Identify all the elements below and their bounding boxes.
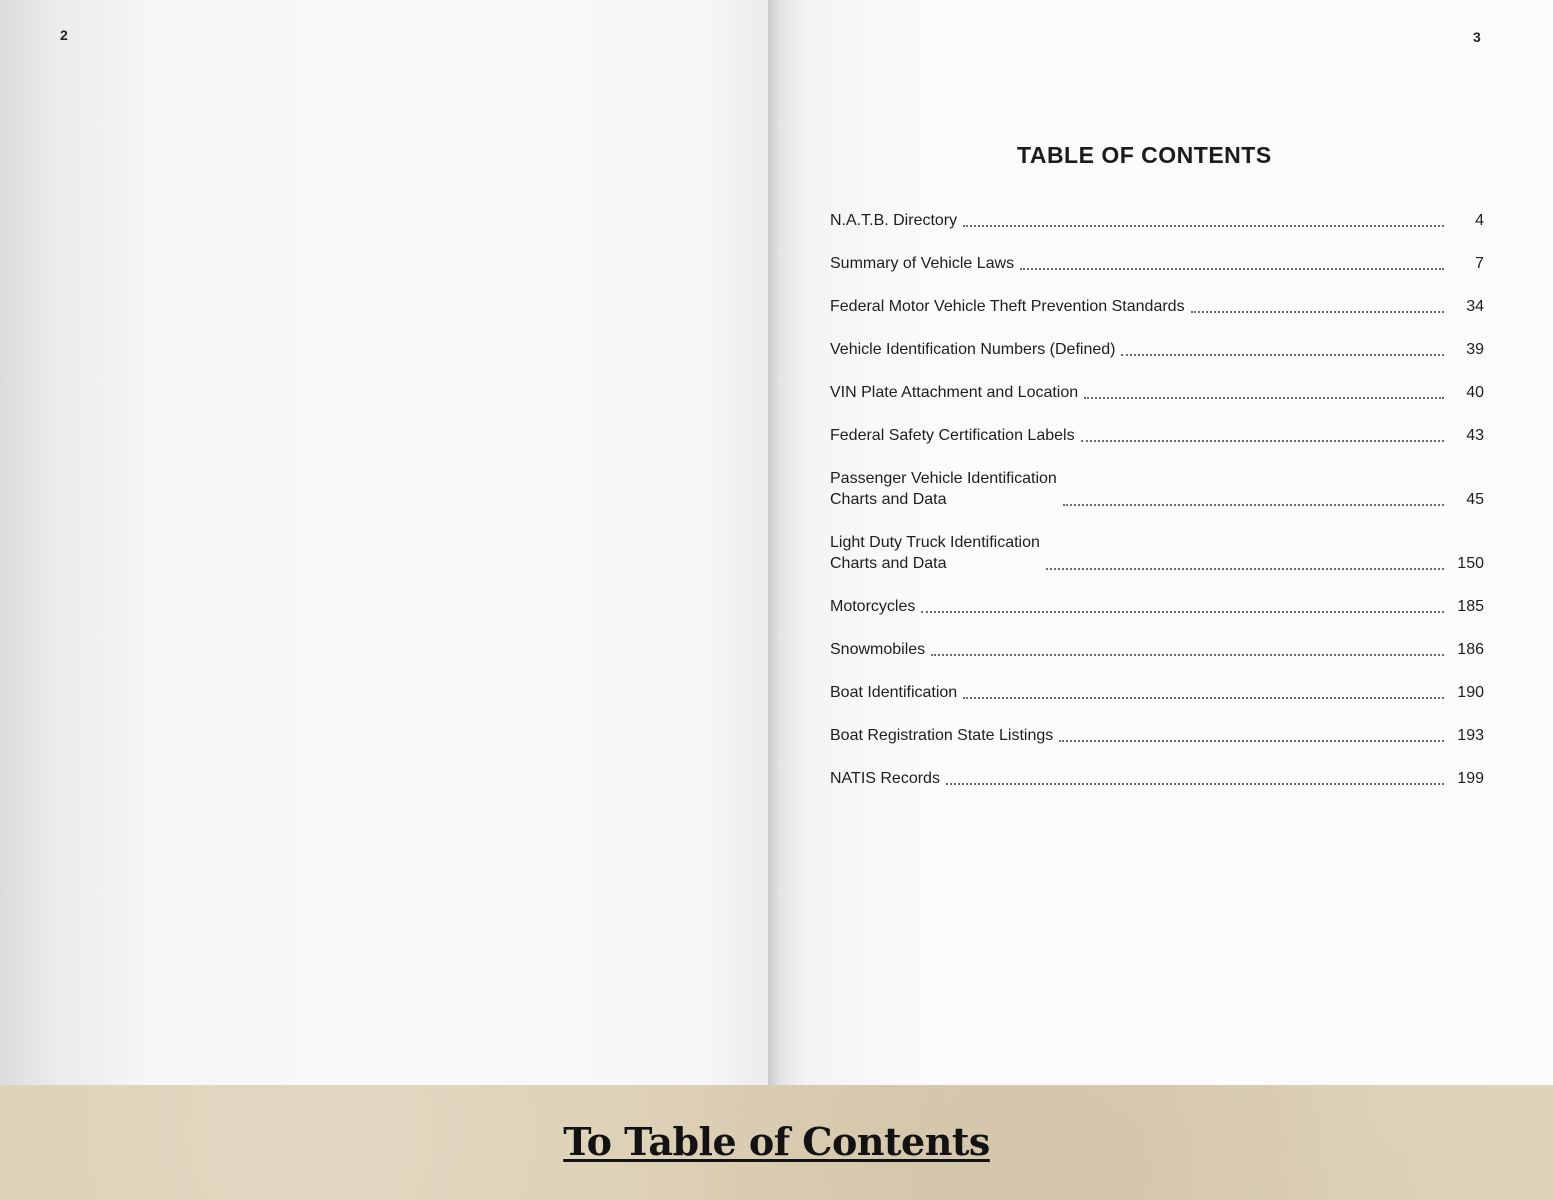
toc-entry: [830, 425, 1484, 446]
toc-entry: [830, 382, 1484, 403]
toc-entry-text: VIN Plate Attachment and Location: [830, 384, 1079, 401]
toc-entry-label: [830, 253, 1014, 274]
toc-entry-text: Federal Motor Vehicle Theft Prevention Standards: [830, 298, 1185, 315]
toc-entry-label: [830, 468, 1057, 510]
toc-page-number: 199: [1457, 770, 1484, 787]
toc-page-number: 193: [1457, 727, 1484, 744]
toc-entry-label: [830, 382, 1078, 403]
toc-list: [830, 210, 1484, 811]
toc-title: TABLE OF CONTENTS: [1017, 142, 1272, 168]
toc-entry: [830, 725, 1484, 746]
toc-page-number: 4: [1475, 212, 1484, 229]
toc-entry: [830, 253, 1484, 274]
dot-leader: [1046, 567, 1444, 570]
toc-entry-label: [830, 596, 915, 617]
dot-leader: [921, 610, 1444, 613]
dot-leader: [963, 224, 1444, 227]
left-page-number: 2: [60, 27, 68, 43]
toc-entry: [830, 639, 1484, 660]
toc-page-number: 45: [1466, 491, 1484, 508]
toc-entry-label: [830, 768, 940, 789]
dot-leader: [1191, 310, 1444, 313]
toc-page-number: 186: [1457, 641, 1484, 658]
dot-leader: [1081, 439, 1444, 442]
dot-leader: [1084, 396, 1444, 399]
toc-entry-text: Passenger Vehicle Identification: [830, 470, 1057, 487]
toc-entry: [830, 682, 1484, 703]
toc-page-number: 39: [1466, 341, 1484, 358]
toc-entry-text: Boat Registration State Listings: [830, 727, 1054, 744]
toc-entry-text: Light Duty Truck Identification: [830, 534, 1040, 551]
dot-leader: [1121, 353, 1444, 356]
toc-entry-label: [830, 532, 1040, 574]
toc-entry-text: Motorcycles: [830, 598, 916, 615]
footer-bar: [0, 1085, 1553, 1200]
toc-entry-text: Charts and Data: [830, 491, 947, 508]
toc-page-number: 150: [1457, 555, 1484, 572]
toc-entry: [830, 468, 1484, 510]
toc-page-number: 190: [1457, 684, 1484, 701]
dot-leader: [1063, 503, 1444, 506]
toc-entry-label: [830, 339, 1115, 360]
toc-entry-label: [830, 425, 1075, 446]
toc-entry-label: [830, 210, 957, 231]
toc-entry-label: [830, 725, 1053, 746]
toc-entry-text: Vehicle Identification Numbers (Defined): [830, 341, 1116, 358]
toc-page-number: 40: [1466, 384, 1484, 401]
toc-entry-text: Federal Safety Certification Labels: [830, 427, 1075, 444]
toc-page-number: 34: [1466, 298, 1484, 315]
toc-entry-label: [830, 682, 957, 703]
toc-entry: [830, 210, 1484, 231]
toc-page-number: 43: [1466, 427, 1484, 444]
left-page: [0, 0, 768, 1085]
toc-entry: [830, 339, 1484, 360]
dot-leader: [931, 653, 1444, 656]
toc-entry: [830, 596, 1484, 617]
toc-entry-label: [830, 639, 925, 660]
dot-leader: [946, 782, 1444, 785]
dot-leader: [1020, 267, 1444, 270]
table-of-contents-link[interactable]: To Table of Contents: [563, 1119, 990, 1164]
toc-entry-text: Snowmobiles: [830, 641, 926, 658]
toc-entry-text: NATIS Records: [830, 770, 940, 787]
dot-leader: [963, 696, 1444, 699]
toc-entry-text: Boat Identification: [830, 684, 958, 701]
toc-entry-text: N.A.T.B. Directory: [830, 212, 958, 229]
toc-page-number: 185: [1457, 598, 1484, 615]
toc-entry-text: Charts and Data: [830, 555, 947, 572]
toc-entry: [830, 296, 1484, 317]
toc-page-number: 7: [1475, 255, 1484, 272]
toc-entry-label: [830, 296, 1185, 317]
right-page-number: 3: [1473, 29, 1481, 45]
right-page: [768, 0, 1553, 1085]
toc-entry-text: Summary of Vehicle Laws: [830, 255, 1015, 272]
toc-entry: [830, 532, 1484, 574]
dot-leader: [1059, 739, 1444, 742]
toc-entry: [830, 768, 1484, 789]
